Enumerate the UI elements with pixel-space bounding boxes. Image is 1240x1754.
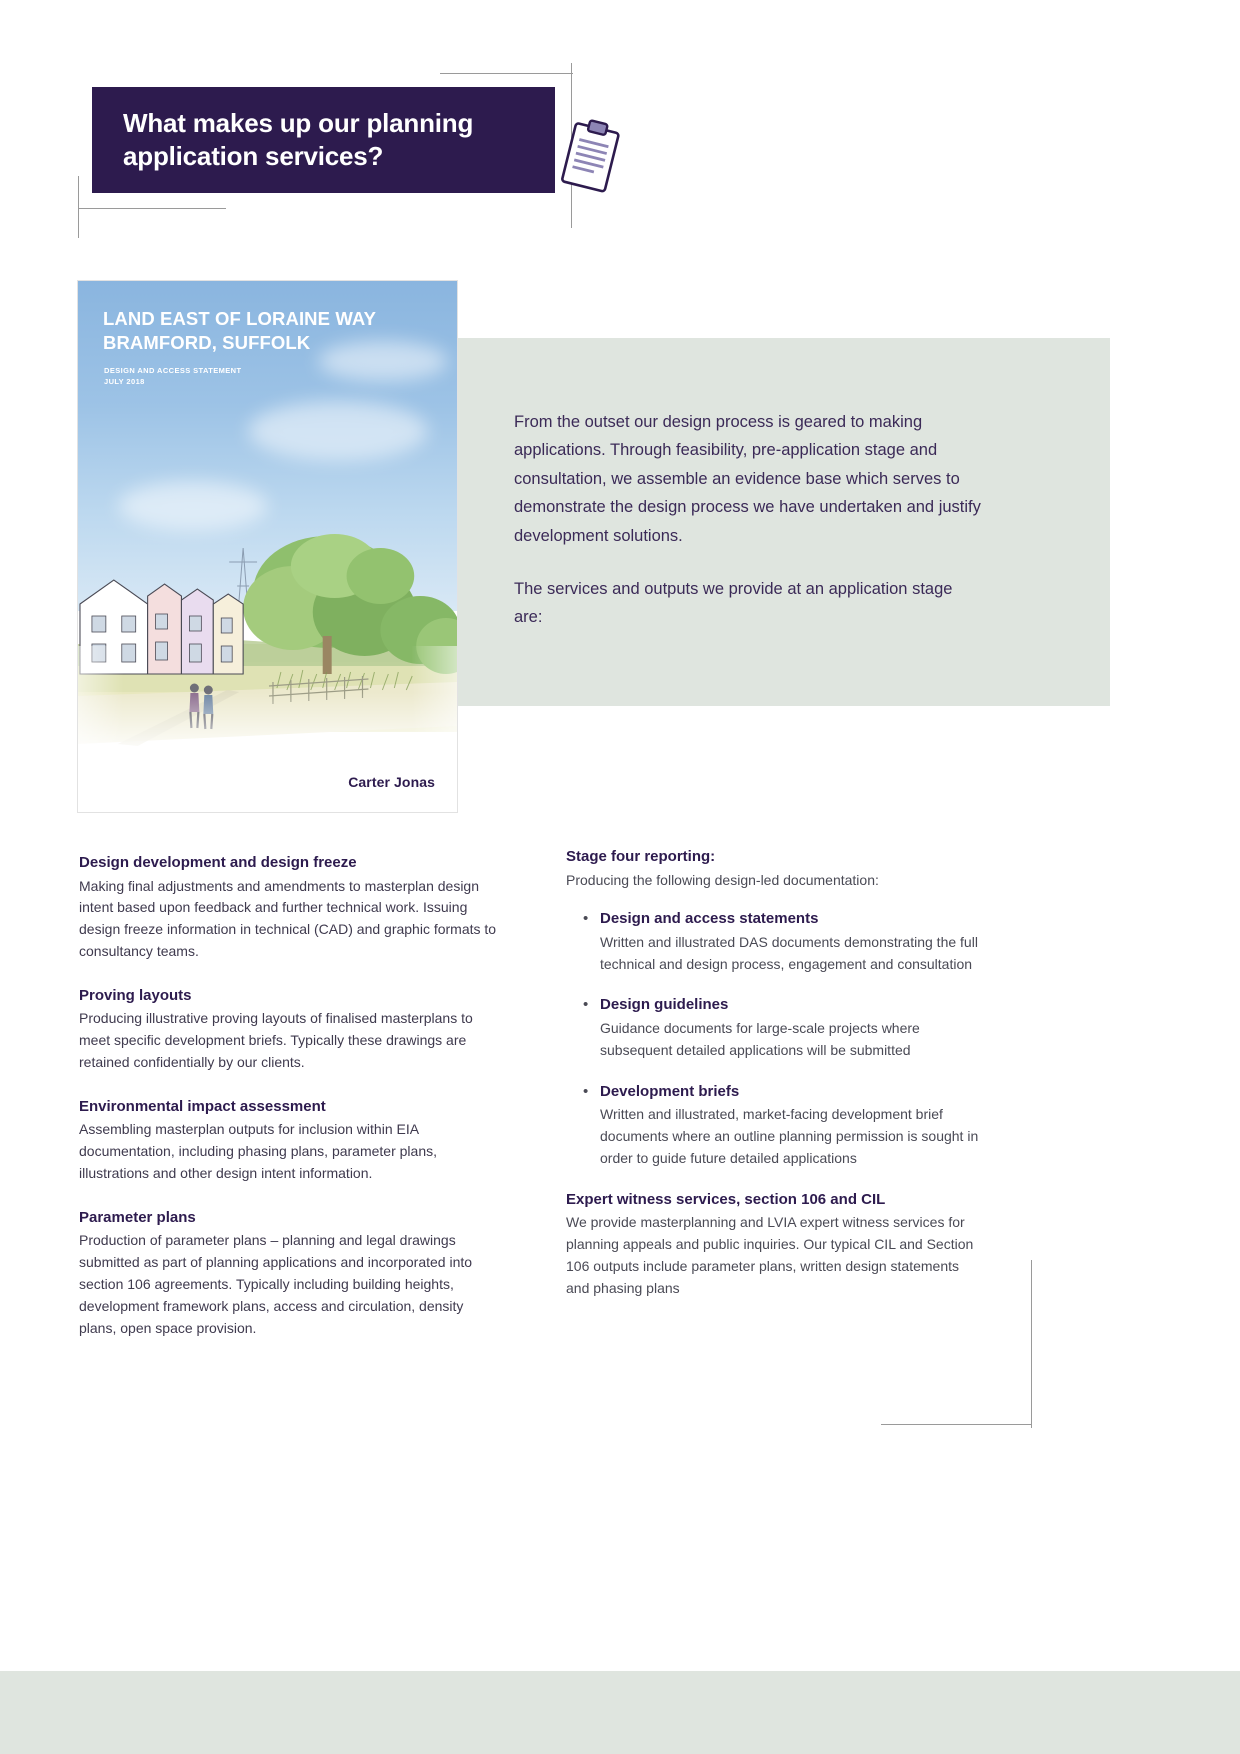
cover-subtitle (104, 365, 241, 388)
list-item (566, 1081, 986, 1170)
section-body: Producing illustrative proving layouts of finalised masterplans to meet specific development briefs. Typically these drawings are retained confidentially by our clients. (79, 1010, 473, 1070)
section-parameter-plans (79, 1207, 499, 1340)
page-title: What makes up our planning application services? (123, 108, 474, 171)
intro-paragraph-1: From the outset our design process is geared to making applications. Through feasibility, pre-application stage and consultation, we assemble an evidence base which serves to demonstrate the design process we have undertaken and justify development solutions. (514, 413, 981, 545)
section-body: Assembling masterplan outputs for inclusion within EIA documentation, including phasing plans, parameter plans, illustrations and other design intent information. (79, 1121, 438, 1181)
footer-band (0, 1671, 1240, 1754)
document-cover-image (77, 280, 458, 813)
decor-rule-bottom-vertical (1031, 1260, 1032, 1428)
page-heading-banner (92, 87, 555, 193)
section-environmental-impact-assessment (79, 1096, 499, 1185)
list-item (566, 908, 986, 975)
left-content-column (79, 852, 499, 1339)
section-body: Making final adjustments and amendments to masterplan design intent based upon feedback and further technical work. Issuing design freeze information in technical (CAD) and graphic formats to consultancy teams. (79, 877, 497, 959)
section-heading: Environmental impact assessment (79, 1097, 326, 1115)
carter-jonas-logo: Carter Jonas (348, 774, 435, 790)
cover-subtitle-line-1: DESIGN AND ACCESS STATEMENT (104, 366, 242, 375)
section-stage-four-reporting (566, 846, 986, 891)
list-item-text: Guidance documents for large-scale projects where subsequent detailed applications will be submitted (600, 1019, 920, 1058)
section-heading: Stage four reporting: (566, 848, 716, 865)
section-body: Production of parameter plans – planning and legal drawings submitted as part of planning applications and incorporated into section 106 agreements. Typically including building heights, development framework plans, access and circulation, density plans, open space provision. (79, 1232, 473, 1336)
section-heading: Expert witness services, section 106 and CIL (566, 1190, 886, 1208)
list-item-text: Written and illustrated, market-facing development brief documents where an outline planning permission is sought in order to guide future detailed applications (600, 1106, 979, 1166)
cover-illustration (78, 496, 457, 756)
cover-title-line-2: BRAMFORD, SUFFOLK (103, 331, 311, 353)
cover-cloud (248, 401, 428, 461)
clipboard-icon (556, 118, 630, 200)
section-heading: Parameter plans (79, 1208, 196, 1226)
list-item-title: Design guidelines (600, 996, 729, 1014)
cover-title-line-1: LAND EAST OF LORAINE WAY (103, 308, 377, 329)
bullet-marker-icon: • (583, 910, 589, 928)
list-item-content (600, 1081, 986, 1170)
cover-subtitle-line-2: JULY 2018 (104, 377, 145, 387)
right-content-column (566, 846, 986, 1299)
section-design-development (79, 852, 499, 963)
decor-rule-left-horizontal (78, 208, 226, 209)
section-heading: Design development and design freeze (79, 854, 357, 871)
list-item-title: Design and access statements (600, 910, 819, 928)
intro-paragraph-2: The services and outputs we provide at an application stage are: (514, 579, 953, 627)
intro-text-block (514, 408, 984, 632)
section-proving-layouts (79, 985, 499, 1074)
list-item-text: Written and illustrated DAS documents demonstrating the full technical and design process, engagement and consultation (600, 933, 978, 972)
section-expert-witness-services (566, 1189, 986, 1300)
section-heading: Proving layouts (79, 986, 192, 1004)
bullet-marker-icon: • (583, 996, 589, 1014)
decor-rule-bottom-horizontal (881, 1424, 1031, 1425)
cover-title (103, 307, 443, 354)
list-item-content (600, 994, 986, 1061)
decor-rule-left-vertical (78, 176, 79, 238)
list-item-content (600, 908, 986, 975)
section-body: Producing the following design-led documentation: (566, 871, 879, 888)
section-body: We provide masterplanning and LVIA expert witness services for planning appeals and public inquiries. Our typical CIL and Section 106 outputs include parameter plans, written design statements and phasing plans (566, 1214, 974, 1296)
bullet-marker-icon: • (583, 1082, 589, 1100)
list-item-title: Development briefs (600, 1082, 740, 1100)
list-item (566, 994, 986, 1061)
stage-four-bullet-list (566, 908, 986, 1169)
decor-rule-top-horizontal (440, 73, 573, 74)
